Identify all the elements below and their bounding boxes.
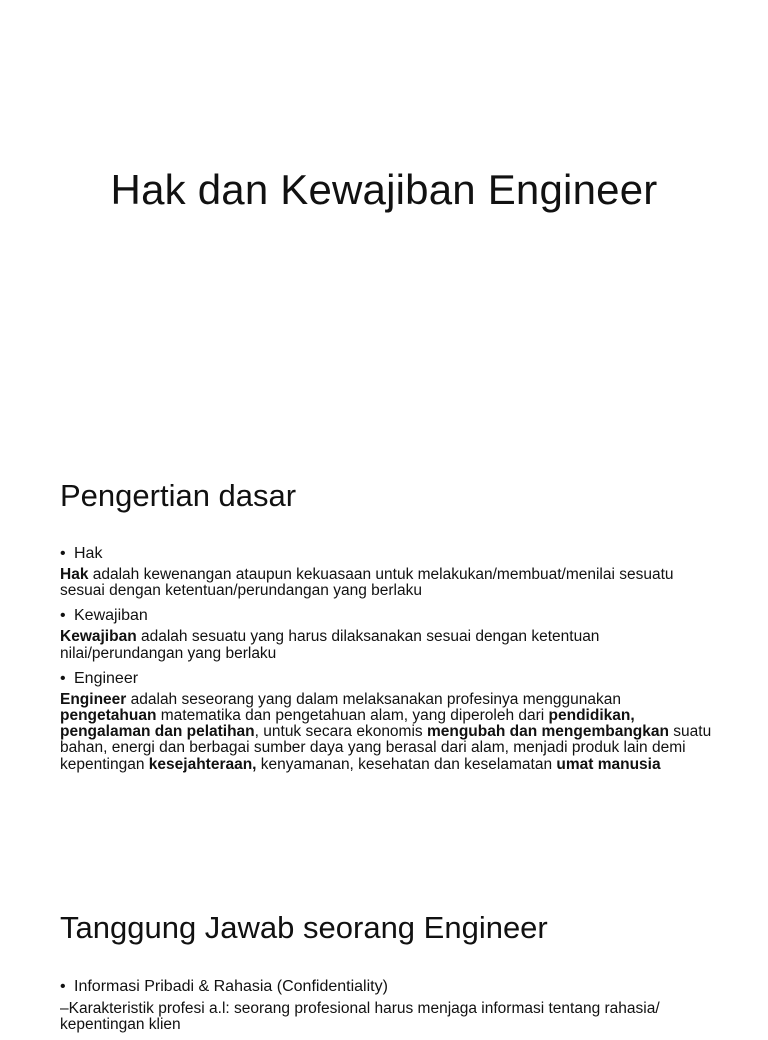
definition-engineer — [60, 692, 720, 773]
text-run: adalah kewenangan ataupun kekuasaan untuk melakukan/membuat/menilai sesuatu sesuai dengan ketentuan/perundangan yang berlaku — [60, 566, 674, 600]
bold-term: Hak — [60, 566, 89, 583]
slide-content — [60, 544, 720, 780]
text-run: adalah sesuatu yang harus dilaksanakan sesuai dengan ketentuan nilai/perundangan yang berlaku — [60, 628, 600, 662]
bullet-item-confidentiality — [60, 977, 720, 997]
slide-heading: Pengertian dasar — [60, 478, 297, 513]
bold-term: Kewajiban — [60, 628, 137, 646]
slide-content — [60, 977, 720, 1040]
text-run: suatu bahan, energi dan berbagai sumber daya yang berasal dari alam, menjadi produk lain demi kepentingan — [60, 723, 712, 773]
definition-hak — [60, 567, 720, 599]
text-run: , untuk secara ekonomis — [254, 723, 427, 741]
bullet-label: Engineer — [74, 669, 139, 687]
presentation-title: Hak dan Kewajiban Engineer — [110, 166, 658, 213]
bullet-icon: • — [60, 545, 66, 562]
slide-tanggung-jawab — [0, 864, 768, 1034]
bold-term: kesejahteraan, — [148, 755, 257, 773]
slide-pengertian-dasar — [0, 432, 768, 864]
text-run: matematika dan pengetahuan alam, yang diperoleh dari — [156, 707, 549, 725]
bold-term: umat manusia — [556, 755, 661, 773]
bullet-icon: • — [60, 607, 66, 625]
confidentiality-description: –Karakteristik profesi a.l: seorang profesional harus menjaga informasi tentang rahasia/ kepentingan klien — [60, 1000, 660, 1034]
bullet-label: Hak — [74, 545, 103, 562]
text-run: adalah seseorang yang dalam melaksanakan profesinya menggunakan — [126, 690, 621, 708]
bullet-label: Informasi Pribadi & Rahasia (Confidentiality) — [74, 978, 388, 995]
slide-heading: Tanggung Jawab seorang Engineer — [60, 910, 548, 945]
bold-term: Engineer — [60, 690, 127, 708]
bullet-icon: • — [60, 669, 66, 687]
bullet-label: Kewajiban — [74, 607, 148, 625]
bullet-item-hak — [60, 544, 720, 564]
bullet-item-kewajiban — [60, 606, 720, 626]
bold-term: pendidikan, pengalaman dan pelatihan — [60, 707, 635, 741]
bold-term: pengetahuan — [60, 707, 157, 725]
bullet-item-engineer — [60, 669, 720, 689]
text-run: kenyamanan, kesehatan dan keselamatan — [256, 755, 557, 773]
definition-kewajiban — [60, 629, 720, 661]
slide-title — [0, 0, 768, 432]
bullet-icon: • — [60, 978, 66, 995]
bold-term: mengubah dan mengembangkan — [426, 723, 669, 741]
